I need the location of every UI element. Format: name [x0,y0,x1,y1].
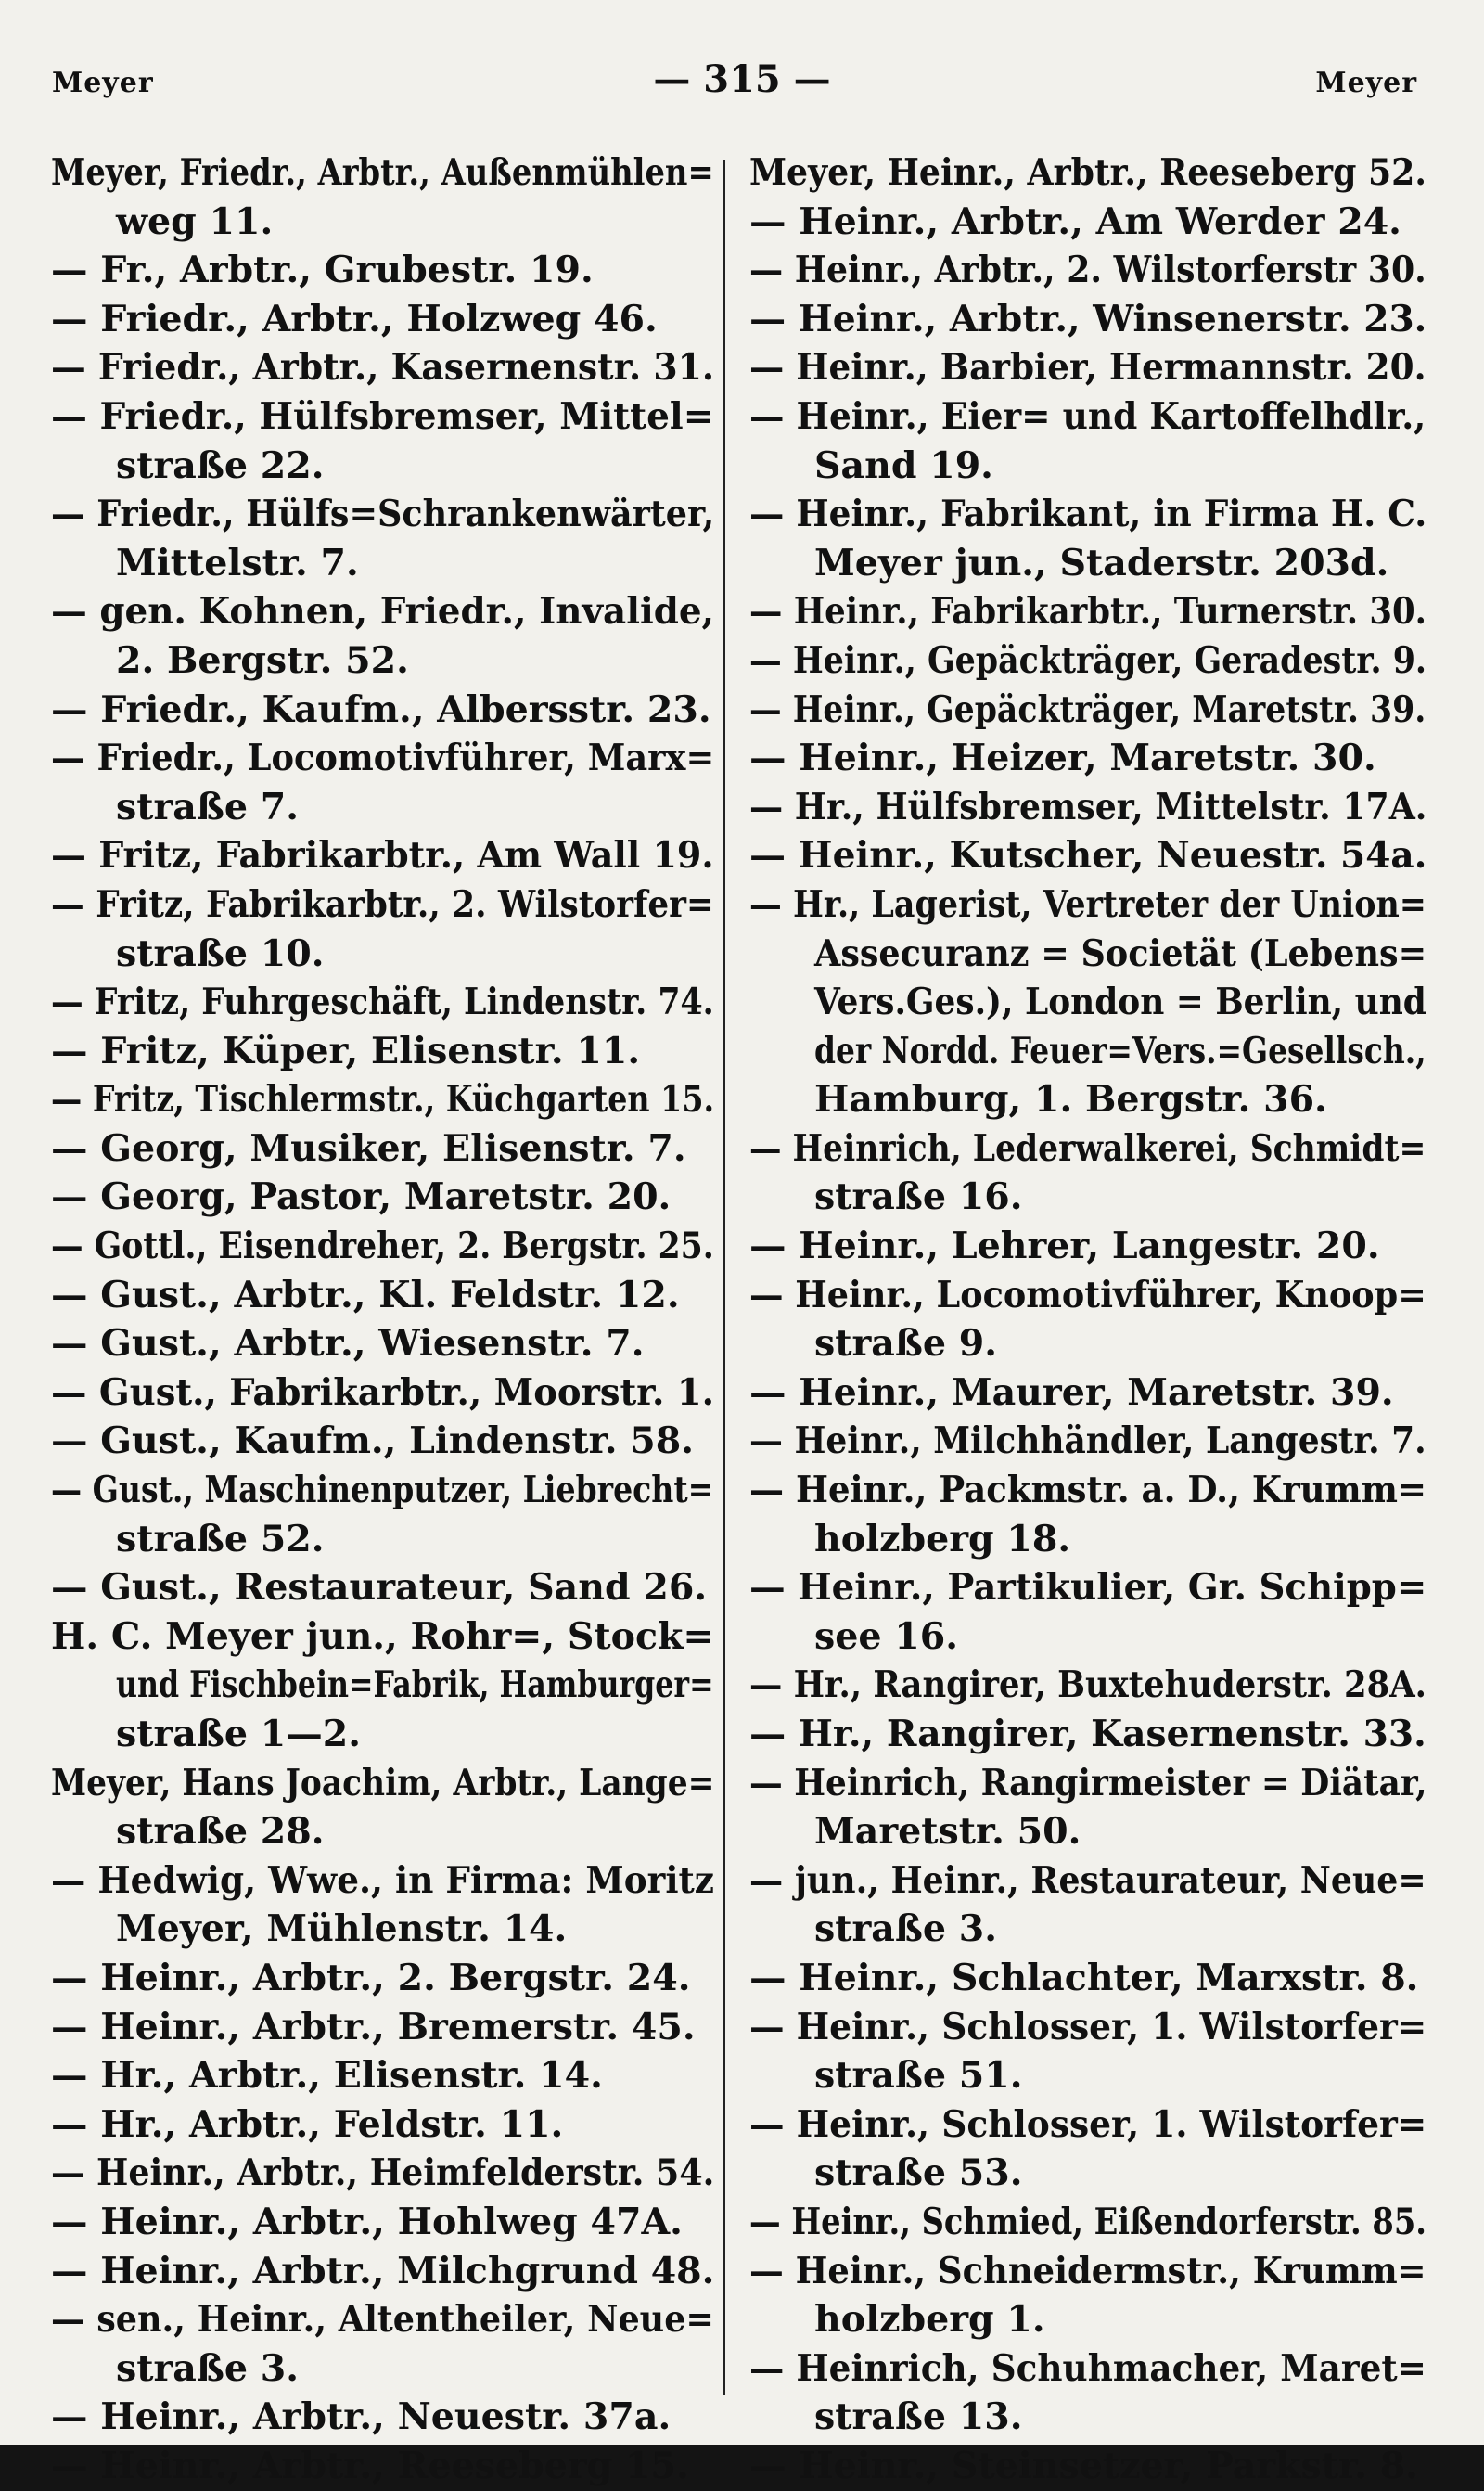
entry-line: — Heinr., Arbtr., 2. Bergstr. 24. [51,1956,691,1999]
directory-entry [749,1661,1426,1710]
entry-continuation-line: straße 28. [116,1810,325,1854]
directory-entry [749,2003,1426,2100]
entry-line: — Georg, Musiker, Elisenstr. 7. [51,1126,686,1170]
directory-entry [51,1368,714,1418]
entry-line: — Heinr., Partikulier, Gr. Schipp= [749,1566,1427,1610]
entry-line: — Gust., Arbtr., Kl. Feldstr. 12. [51,1273,680,1316]
directory-entry [51,978,714,1027]
entry-line: — Heinr., Packmstr. a. D., Krumm= [749,1469,1426,1512]
directory-entry [749,1759,1426,1856]
entry-line: — Heinr., Barbier, Hermannstr. 20. [749,346,1426,390]
directory-entry [749,686,1426,735]
directory-entry [749,1222,1426,1271]
entry-line: — Heinr., Milchhändler, Langestr. 7. [749,1419,1426,1463]
entry-continuation-line: Vers.Ges.), London = Berlin, und [814,981,1426,1024]
entry-continuation-line: holzberg 18. [814,1517,1071,1560]
directory-entry [51,1124,714,1174]
directory-entry [749,1124,1426,1222]
entry-line: — Heinr., Eier= und Kartoffelhdlr., [749,394,1426,438]
entry-line: H. C. Meyer jun., Rohr=, Stock= [51,1614,714,1658]
directory-entry [749,490,1426,587]
entry-continuation-line: weg 11. [116,199,274,243]
directory-entry [51,1173,714,1222]
directory-entry [749,343,1426,392]
entry-line: — Friedr., Locomotivführer, Marx= [51,737,715,780]
entry-line: — Heinr., Kutscher, Neuestr. 54a. [749,834,1427,878]
directory-entry [51,587,714,685]
left-column [51,148,714,2491]
entry-line: — Heinr., Schlosser, 1. Wilstorfer= [749,2005,1427,2048]
entry-continuation-line: Assecuranz = Societät (Lebens= [814,931,1427,975]
entry-line: — Fritz, Tischlermstr., Küchgarten 15. [51,1078,715,1122]
entry-line: — Heinr., Arbtr., Heimfelderstr. 54. [51,2151,715,2195]
entry-line: — Heinr., Schlachter, Marxstr. 8. [749,1956,1419,1999]
entry-line: — Heinrich, Schuhmacher, Maret= [749,2346,1426,2390]
directory-entry [51,831,714,880]
entry-line: — Gust., Kaufm., Lindenstr. 58. [51,1419,694,1463]
directory-entry [51,686,714,735]
directory-entry [749,2100,1426,2198]
entry-line: — Friedr., Hülfs=Schrankenwärter, [51,493,715,536]
entry-line: — Heinr., Arbtr., Milchgrund 48. [51,2249,715,2292]
directory-entry [51,490,714,587]
entry-line: — gen. Kohnen, Friedr., Invalide, [51,590,715,634]
directory-entry [51,2003,714,2052]
directory-entry [51,2051,714,2100]
entry-line: — Hr., Rangirer, Kasernenstr. 33. [749,1713,1426,1755]
entry-continuation-line: Hamburg, 1. Bergstr. 36. [814,1078,1327,1122]
directory-entry [51,1759,714,1856]
entry-continuation-line: und Fischbein=Fabrik, Hamburger= [116,1663,714,1707]
entry-continuation-line: straße 1—2. [116,1713,362,1755]
directory-entry [51,2295,714,2393]
entry-line: — Hr., Rangirer, Buxtehuderstr. 28A. [749,1663,1426,1707]
directory-entry [51,1466,714,1563]
entry-line: — Heinrich, Rangirmeister = Diätar, [749,1761,1427,1804]
entry-continuation-line: straße 53. [814,2151,1023,2195]
directory-entry [51,2198,714,2247]
entry-continuation-line: straße 9. [814,1322,998,1366]
entry-continuation-line: 2. Bergstr. 52. [116,638,409,682]
directory-entry [51,1563,714,1612]
entry-continuation-line: der Nordd. Feuer=Vers.=Gesellsch., [814,1029,1426,1072]
running-head-left: Meyer [52,67,154,99]
entry-line: — Heinr., Gepäckträger, Maretstr. 39. [749,687,1426,731]
entry-continuation-line: Meyer jun., Staderstr. 203d. [814,541,1389,584]
entry-line: — sen., Heinr., Altentheiler, Neue= [51,2298,715,2342]
directory-entry [749,2198,1426,2247]
entry-line: — Hedwig, Wwe., in Firma: Moritz [51,1858,715,1902]
directory-entry [51,392,714,490]
entry-line: — Heinr., Maurer, Maretstr. 39. [749,1370,1394,1414]
entry-continuation-line: Maretstr. 50. [814,1810,1081,1854]
entry-line: — Friedr., Arbtr., Holzweg 46. [51,297,658,340]
directory-entry [51,295,714,344]
directory-entry [749,1368,1426,1418]
directory-entry [51,1027,714,1076]
directory-entry [749,831,1426,880]
entry-continuation-line: straße 7. [116,785,300,828]
entry-line: — Heinr., Arbtr., 2. Wilstorferstr 30. [749,249,1426,292]
running-head-right: Meyer [1315,67,1417,99]
directory-entry [51,148,714,246]
directory-entry [51,246,714,295]
entry-line: — Heinr., Arbtr., Am Werder 24. [749,199,1401,243]
entry-line: — Heinr., Schlosser, 1. Wilstorfer= [749,2102,1427,2146]
entry-line: — Heinr., Fabrikant, in Firma H. C. [749,493,1427,536]
entry-line: — Hr., Lagerist, Vertreter der Union= [749,882,1427,926]
entry-line: — Friedr., Kaufm., Albersstr. 23. [51,687,711,731]
entry-continuation-line: straße 52. [116,1517,325,1560]
directory-entry [749,1856,1426,1954]
directory-entry [749,1710,1426,1759]
entry-line: — Heinr., Arbtr., Reeseberg 15. [51,2444,689,2487]
directory-entry [51,1271,714,1320]
entry-line: — Fritz, Fabrikarbtr., Am Wall 19. [51,834,714,878]
entry-line: — Heinrich, Lederwalkerei, Schmidt= [749,1126,1426,1170]
entry-line: — Gust., Fabrikarbtr., Moorstr. 1. [51,1370,714,1414]
directory-entry [51,2247,714,2296]
entry-line: — Friedr., Hülfsbremser, Mittel= [51,394,714,438]
directory-entry [51,1319,714,1368]
directory-entry [51,343,714,392]
entry-line: — Fr., Arbtr., Grubestr. 19. [51,249,594,292]
entry-continuation-line: Meyer, Mühlenstr. 14. [116,1907,568,1951]
directory-entry [749,2247,1426,2344]
page-number: — 315 — [653,58,831,101]
directory-entry [749,1954,1426,2003]
entry-line: — Heinr., Arbtr., Bremerstr. 45. [51,2005,696,2048]
entry-line: — Heinr., Arbtr., Neuestr. 37a. [51,2395,672,2439]
directory-entry [51,1222,714,1271]
entry-line: — Heinr., Gepäckträger, Geradestr. 9. [749,638,1427,682]
entry-continuation-line: holzberg 1. [814,2298,1045,2342]
entry-line: — Gust., Restaurateur, Sand 26. [51,1566,708,1610]
directory-entry [749,246,1426,295]
directory-entry [51,2100,714,2150]
column-divider [723,160,725,2395]
directory-entry [749,148,1426,198]
directory-entry [749,1417,1426,1466]
entry-line: Meyer, Heinr., Arbtr., Reeseberg 52. [749,151,1426,194]
entry-line: — Heinr., Schneidermstr., Krumm= [749,2249,1426,2292]
directory-entry [749,587,1426,636]
directory-entry [51,2442,714,2491]
directory-entry [749,734,1426,783]
entry-continuation-line: straße 16. [814,1175,1023,1219]
entry-line: — Gust., Maschinenputzer, Liebrecht= [51,1469,714,1512]
directory-entry [749,1563,1426,1661]
directory-entry [51,1612,714,1759]
entry-line: — Georg, Pastor, Maretstr. 20. [51,1175,672,1219]
entry-line: — Fritz, Fuhrgeschäft, Lindenstr. 74. [51,981,714,1024]
entry-line: Meyer, Hans Joachim, Arbtr., Lange= [51,1761,715,1804]
directory-entry [51,734,714,831]
directory-entry [749,636,1426,686]
directory-entry [749,783,1426,832]
entry-continuation-line: straße 13. [814,2395,1023,2439]
entry-line: — Heinr., Heizer, Maretstr. 30. [749,737,1376,780]
directory-entry [749,2344,1426,2442]
entry-line: — Gottl., Eisendreher, 2. Bergstr. 25. [51,1225,714,1268]
directory-entry [749,1466,1426,1563]
directory-entry [749,880,1426,1124]
directory-entry [749,392,1426,490]
entry-line: — Hr., Arbtr., Feldstr. 11. [51,2102,564,2146]
entry-line: — jun., Heinr., Restaurateur, Neue= [749,1858,1426,1902]
entry-line: Meyer, Friedr., Arbtr., Außenmühlen= [51,151,714,194]
right-column [749,148,1426,2491]
directory-entry [749,198,1426,247]
entry-line: — Fritz, Fabrikarbtr., 2. Wilstorfer= [51,882,714,926]
entry-line: — Heinr., Locomotivführer, Knoop= [749,1273,1426,1316]
directory-entry [749,295,1426,344]
directory-entry [749,2442,1426,2491]
entry-line: — Heinr., Fabrikarbtr., Turnerstr. 30. [749,590,1426,634]
entry-continuation-line: straße 3. [116,2346,300,2390]
directory-entry [51,1856,714,1954]
directory-entry [51,2393,714,2442]
directory-entry [51,1075,714,1124]
directory-entry [51,880,714,978]
entry-line: — Gust., Arbtr., Wiesenstr. 7. [51,1322,645,1366]
entry-continuation-line: straße 10. [116,931,325,975]
entry-continuation-line: straße 22. [116,443,325,487]
entry-continuation-line: Sand 19. [814,443,993,487]
entry-line: — Heinr., Arbtr., Winsenerstr. 23. [749,297,1427,340]
entry-line: — Hr., Hülfsbremser, Mittelstr. 17A. [749,785,1427,828]
directory-entry [51,2149,714,2198]
entry-continuation-line: Mittelstr. 7. [116,541,359,584]
entry-line: — Friedr., Arbtr., Kasernenstr. 31. [51,346,715,390]
entry-line: — Heinr., Schmied, Eißendorferstr. 85. [749,2200,1426,2243]
entry-continuation-line: straße 3. [814,1907,998,1951]
entry-continuation-line: see 16. [814,1614,958,1658]
entry-line: — Heinr., Steinsetzer, Parkstr. 8. [749,2444,1418,2487]
entry-line: — Heinr., Arbtr., Hohlweg 47A. [51,2200,683,2243]
directory-entry [51,1954,714,2003]
entry-continuation-line: straße 51. [814,2054,1023,2098]
entry-line: — Hr., Arbtr., Elisenstr. 14. [51,2054,603,2098]
directory-entry [749,1271,1426,1368]
entry-line: — Heinr., Lehrer, Langestr. 20. [749,1225,1380,1268]
entry-line: — Fritz, Küper, Elisenstr. 11. [51,1029,641,1072]
directory-entry [51,1417,714,1466]
